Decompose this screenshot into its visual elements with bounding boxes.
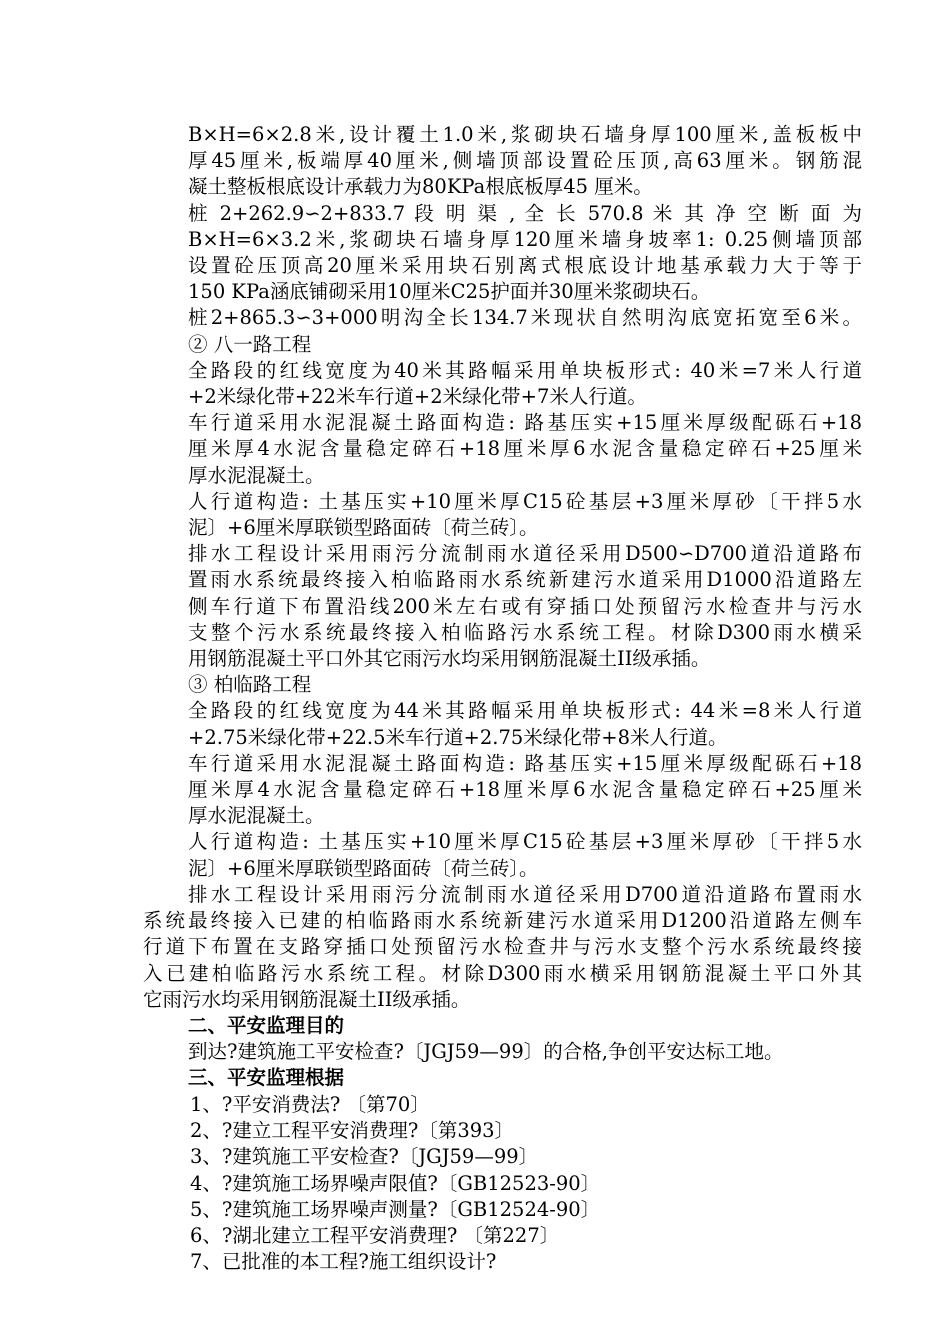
text-line: 全路段的红线宽度为40米其路幅采用单块板形式: 40米=7米人行道 [188, 358, 862, 382]
text-line: B×H=6×2.8米,设计覆土1.0米,浆砌块石墙身厚100厘米,盖板板中 [188, 123, 862, 146]
text-line: 人行道构造: 土基压实+10厘米厚C15砼基层+3厘米厚砂〔干拌5水 [188, 830, 862, 854]
list-item: 2、?建立工程平安消费理?〔第393〕 [190, 1119, 515, 1143]
subsection-heading: ③ 柏临路工程 [188, 673, 312, 697]
text-line: 桩2+865.3∽3+000明沟全长134.7米现状自然明沟底宽拓宽至6米。 [188, 306, 862, 330]
text-line: 设置砼压顶高20厘米采用块石别离式根底设计地基承载力大于等于 [188, 254, 862, 278]
text-line: 车行道采用水泥混凝土路面构造: 路基压实+15厘米厚级配砾石+18 [188, 411, 862, 435]
text-line: 排水工程设计采用雨污分流制雨水道径采用D700道沿道路布置雨水 [188, 883, 862, 906]
section-heading: 二、平安监理目的 [188, 1014, 345, 1037]
text-line: 行道下布置在支路穿插口处预留污水检查井与污水支整个污水系统最终接 [143, 935, 862, 959]
list-item: 7、已批准的本工程?施工组织设计? [190, 1250, 497, 1274]
text-line: 厘米厚4水泥含量稳定碎石+18厘米厚6水泥含量稳定碎石+25厘米 [188, 437, 862, 461]
text-line: 侧车行道下布置沿线200米左右或有穿插口处预留污水检查井与污水 [188, 594, 862, 618]
list-item: 4、?建筑施工场界噪声限值?〔GB12523-90〕 [190, 1171, 601, 1195]
reference-list [190, 1092, 600, 1275]
text-line: 泥〕+6厘米厚联锁型路面砖〔荷兰砖〕。 [188, 516, 539, 540]
list-item: 3、?建筑施工平安检查?〔JGJ59—99〕 [190, 1145, 539, 1169]
list-item: 6、?湖北建立工程平安消费理? 〔第227〕 [190, 1224, 560, 1248]
text-line: 车行道采用水泥混凝土路面构造: 路基压实+15厘米厚级配砾石+18 [188, 751, 862, 775]
text-line: 用钢筋混凝土平口外其它雨污水均采用钢筋混凝土II级承插。 [188, 647, 711, 671]
body-text-block [188, 122, 862, 882]
text-line: 系统最终接入已建的柏临路雨水系统新建污水道采用D1200沿道路左侧车 [143, 909, 862, 933]
subsection-heading: ② 八一路工程 [188, 332, 312, 356]
text-line: 入已建柏临路污水系统工程。材除D300雨水横采用钢筋混凝土平口外其 [143, 961, 862, 985]
text-line: 到达?建筑施工平安检查?〔JGJ59—99〕的合格,争创平安达标工地。 [188, 1040, 784, 1064]
text-line: 150 KPa涵底铺砌采用10厘米C25护面并30厘米浆砌块石。 [188, 280, 711, 304]
list-item: 5、?建筑施工场界噪声测量?〔GB12524-90〕 [190, 1197, 601, 1221]
text-line: +2.75米绿化带+22.5米车行道+2.75米绿化带+8米人行道。 [188, 725, 728, 749]
list-item: 1、?平安消费法? 〔第70〕 [190, 1093, 430, 1116]
text-line: 它雨污水均采用钢筋混凝土II级承插。 [143, 987, 471, 1011]
text-line: 厚水泥混凝土。 [188, 463, 325, 487]
drainage-paragraph [143, 882, 862, 1013]
text-line: 排水工程设计采用雨污分流制雨水道径采用D500∽D700道沿道路布 [188, 542, 862, 566]
text-line: 泥〕+6厘米厚联锁型路面砖〔荷兰砖〕。 [188, 856, 539, 880]
text-line: 人行道构造: 土基压实+10厘米厚C15砼基层+3厘米厚砂〔干拌5水 [188, 489, 862, 513]
text-line: B×H=6×3.2米,浆砌块石墙身厚120厘米墙身坡率1: 0.25侧墙顶部 [188, 227, 862, 251]
text-line: 凝土整板根底设计承载力为80KPa根底板厚45 厘米。 [188, 175, 653, 199]
section-heading: 三、平安监理根据 [188, 1066, 345, 1090]
text-line: +2米绿化带+22米车行道+2米绿化带+7米人行道。 [188, 385, 647, 409]
text-line: 厘米厚4水泥含量稳定碎石+18厘米厚6水泥含量稳定碎石+25厘米 [188, 778, 862, 802]
text-line: 全路段的红线宽度为44米其路幅采用单块板形式: 44米=8米人行道 [188, 699, 862, 723]
text-line: 厚45厘米,板端厚40厘米,侧墙顶部设置砼压顶,高63厘米。钢筋混 [188, 149, 862, 173]
text-line: 置雨水系统最终接入柏临路雨水系统新建污水道采用D1000沿道路左 [188, 568, 862, 592]
text-line: 厚水泥混凝土。 [188, 804, 325, 828]
section-2 [188, 1013, 862, 1092]
text-line: 支整个污水系统最终接入柏临路污水系统工程。材除D300雨水横采 [188, 620, 862, 644]
text-line: 桩 2+262.9∽2+833.7 段 明 渠 , 全 长 570.8 米 其 净 空 断 面 为 [188, 201, 862, 225]
